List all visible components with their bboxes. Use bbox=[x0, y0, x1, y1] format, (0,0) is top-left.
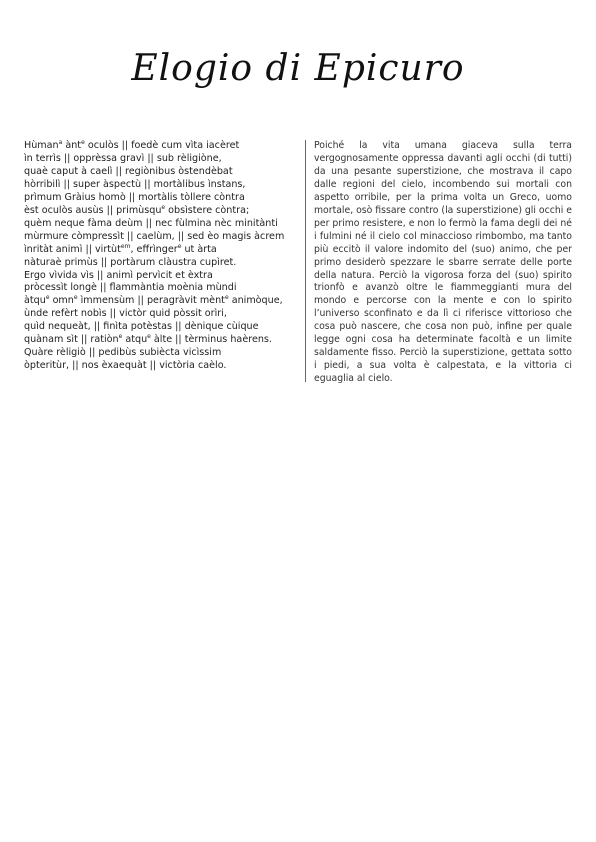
column-divider bbox=[305, 140, 306, 382]
latin-line: quìd nequeàt, || finìta potèstas || dènique cùique bbox=[24, 321, 259, 333]
latin-line: ùnde refèrt nobìs || victòr quid pòssit orìri, bbox=[24, 308, 227, 320]
latin-text bbox=[24, 140, 296, 373]
latin-line: Hùman$^a$ ànt$^e$ oculòs || foedè cum vìta iacèret bbox=[24, 140, 240, 151]
latin-line: Ërgo vìvida vìs || animì pervìcit et èxtra bbox=[24, 269, 213, 281]
latin-line: quèm neque fàma deùm || nec fùlmina nèc minitànti bbox=[24, 217, 278, 229]
latin-line: àtqu$^e$ omn$^e$ ìmmensùm || peragràvit mènt$^e$ animòque, bbox=[24, 295, 283, 307]
latin-line: mùrmure còmpressìt || caelùm, || sed èo magis àcrem bbox=[24, 230, 285, 242]
latin-line: quànam sìt || ratiòn$^e$ atqu$^e$ àlte || tèrminus haèrens. bbox=[24, 334, 272, 346]
latin-line: ìnritàt animì || virtùt$^{em}$, effrìnger$^e$ ut àrta bbox=[24, 243, 217, 255]
latin-line: quaè caput à caelì || regiònibus òstendèbat bbox=[24, 165, 233, 177]
latin-line: nàturaè primùs || portàrum clàustra cupìret. bbox=[24, 256, 237, 268]
italian-translation: Poiché la vita umana giaceva sulla terra vergognosamente oppressa davanti agli occhi (di tutti) da una pesante superstizione, che mostrava il capo dalle regioni del cielo, incombendo sui mortali con aspetto orribile, per la prima volta un Greco, uomo mortale, osò fissare contro (la superstizione) gli occhi e per primo resistere, e non lo fermò la fama degli dei né i fulmini né il cielo col minaccioso rimbombo, ma tanto più eccitò il valore indomito del (suo) animo, che per primo desiderò spezzare le sbarre serrate delle porte della natura. Perciò la vigorosa forza del (suo) spirito trionfò e avanzò oltre le fiammeggianti mura del mondo e percorse con la mente e con lo spirito l’universo sconfinato e da lì ci riferisce vittorioso che cosa può nascere, che cosa non può, infine per quale legge ogni cosa ha determinate facoltà e un limite saldamente fisso. Perciò la superstizione, gettata sotto i piedi, a sua volta è calpestata, e la vittoria ci eguaglia al cielo. bbox=[314, 140, 572, 385]
latin-line: èst oculòs ausùs || primùsqu$^e$ obsìstere còntra; bbox=[24, 204, 250, 216]
latin-line: hòrribilì || super àspectù || mortàlibus ìnstans, bbox=[24, 178, 246, 190]
latin-line: prìmum Gràius homò || mortàlis tòllere còntra bbox=[24, 191, 245, 203]
page-title: Elogio di Epicuro bbox=[131, 48, 465, 89]
latin-line: ìn terrìs || opprèssa gravì || sub rèligiòne, bbox=[24, 152, 222, 164]
latin-line: Quàre rèligiò || pedibùs subiècta vicìssim bbox=[24, 347, 222, 359]
latin-line: òpteritùr, || nos èxaequàt || victòria caèlo. bbox=[24, 360, 227, 372]
latin-line: pròcessìt longè || flammàntia moènia mùndi bbox=[24, 282, 237, 294]
